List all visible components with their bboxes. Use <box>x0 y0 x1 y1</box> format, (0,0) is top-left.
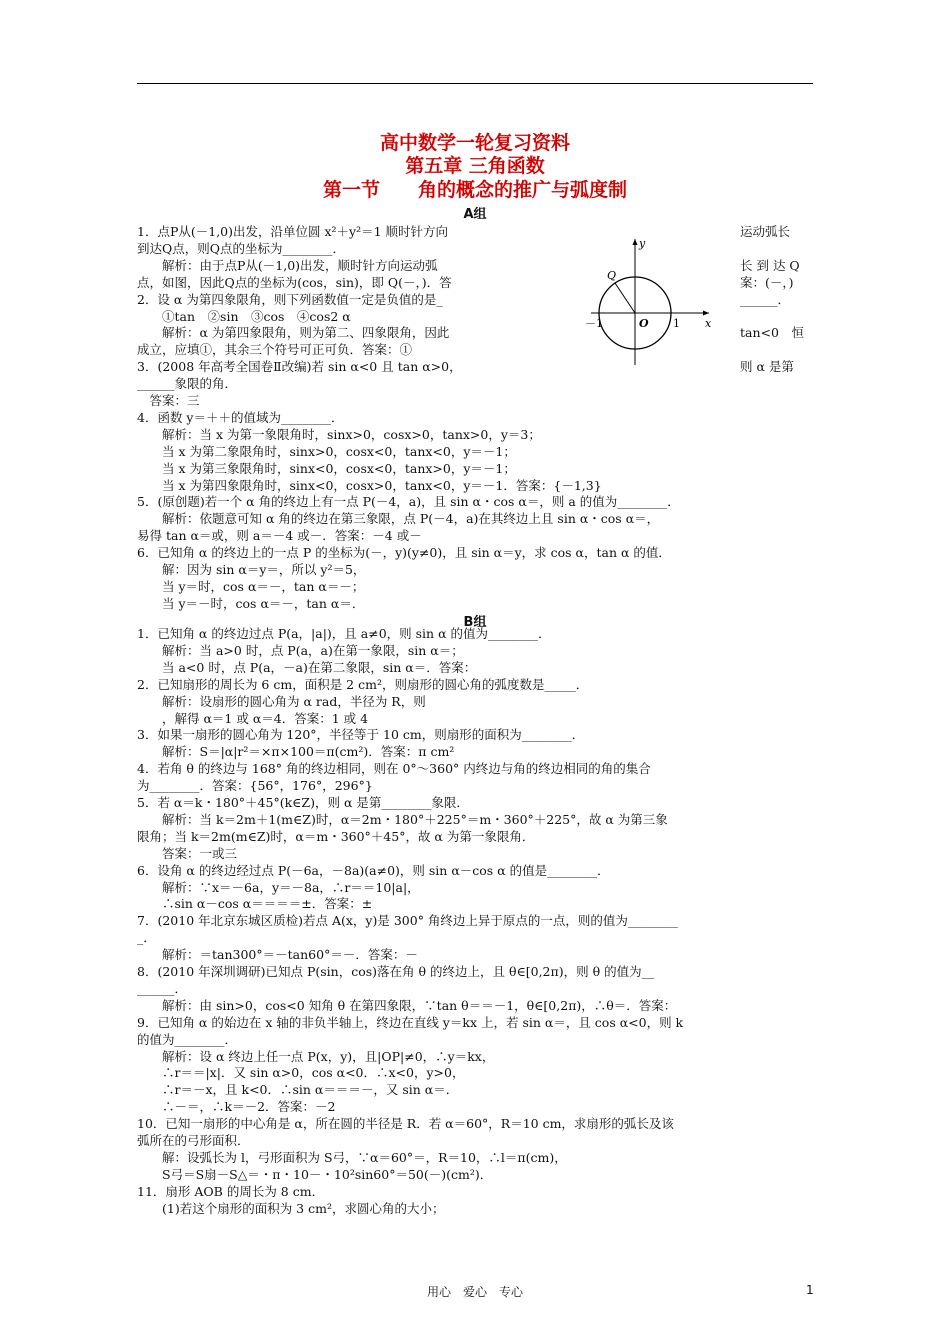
text-line: 答案：一或三 <box>137 845 238 861</box>
text-line: 3．(2008 年高考全国卷Ⅱ改编)若 sin α<0 且 tan α>0， <box>137 359 462 375</box>
text-line: 6．设角 α 的终边经过点 P(－6a，－8a)(a≠0)，则 sin α－cos α 的值是________． <box>137 862 610 878</box>
neg-one-label: －1 <box>585 317 603 330</box>
text-line: 点，如图，因此Q点的坐标为(cos，sin)，即 Q(－，)．答 <box>137 274 452 290</box>
text-line: 的值为________． <box>137 1031 238 1047</box>
text-line: 解析：由 sin>0，cos<0 知角 θ 在第四象限，∵tan θ＝＝－1，θ∈[0,2π)，∴θ＝．答案： <box>137 997 677 1013</box>
side-text-line: ______． <box>740 292 791 307</box>
side-text-line: 长 到 达 Q <box>740 258 800 273</box>
text-line: 当 a<0 时，点 P(a，－a)在第二象限，sin α＝．答案： <box>137 659 477 675</box>
footer-text: 用心 爱心 专心 <box>426 1285 523 1299</box>
text-line: 解析：＝tan300°＝－tan60°＝－．答案：－ <box>137 947 418 963</box>
text-line: 8．(2010 年深圳调研)已知点 P(sin，cos)落在角 θ 的终边上，且 θ∈[0,2π)，则 θ 的值为__ <box>137 964 655 979</box>
text-line: ∴r＝－x，且 k<0．∴sin α＝＝＝－，又 sin α＝． <box>137 1082 459 1098</box>
text-line: 到达Q点，则Q点的坐标为________． <box>137 240 345 256</box>
text-line: 成立，应填①，其余三个符号可正可负．答案：① <box>137 342 413 358</box>
text-line: 11．扇形 AOB 的周长为 8 cm． <box>137 1183 325 1199</box>
x-axis-arrow <box>703 311 709 316</box>
text-line: 10．已知一扇形的中心角是 α，所在圆的半径是 R．若 α＝60°，R＝10 cm，求扇形的弧长及该 <box>137 1116 674 1132</box>
doc-title: 高中数学一轮复习资料 <box>379 132 570 154</box>
text-line: 2．设 α 为第四象限角，则下列函数值一定是负值的是_ <box>137 291 443 307</box>
text-line: ______象限的角． <box>137 376 238 392</box>
text-line: 4．若角 θ 的终边与 168° 角的终边相同，则在 0°～360° 内终边与角的终边相同的角的集合 <box>137 761 651 777</box>
radius-oq <box>615 283 635 313</box>
side-text-line: 运动弧长 <box>740 224 791 239</box>
text-line: 解析：由于点P从(－1,0)出发，顺时针方向运动弧 <box>137 257 438 273</box>
text-line: ①tan ②sin ③cos ④cos2 α <box>137 308 351 324</box>
origin-label: O <box>639 317 649 330</box>
text-line: (1)若这个扇形的面积为 3 cm²，求圆心角的大小； <box>137 1200 445 1216</box>
text-line: 解：因为 sin α＝y＝，所以 y²＝5， <box>137 562 366 577</box>
page-number: 1 <box>806 1283 814 1297</box>
text-line: 弧所在的弓形面积． <box>137 1133 250 1148</box>
text-line: 限角；当 k＝2m(m∈Z)时，α＝m・360°＋45°，故 α 为第一象限角． <box>137 828 535 844</box>
text-line: ∴sin α－cos α＝＝＝＝±．答案：± <box>137 896 373 912</box>
text-line: 解析：当 a>0 时，点 P(a，a)在第一象限，sin α＝； <box>137 642 464 658</box>
text-line: 为________．答案：{56°，176°，296°} <box>137 778 373 794</box>
text-line: 当 y＝－时，cos α＝－，tan α＝． <box>137 595 365 611</box>
side-text-line: tan<0 恒 <box>740 325 804 340</box>
text-line: 解析：依题意可知 α 角的终边在第三象限，点 P(－4，a)在其终边上且 sin α・cos α＝， <box>137 511 660 527</box>
x-label: x <box>705 317 712 330</box>
chapter-title: 第五章 三角函数 <box>405 155 545 177</box>
text-line: ∴r＝＝|x|．又 sin α>0，cos α<0．∴x<0，y>0， <box>137 1065 465 1081</box>
one-label: 1 <box>673 317 680 330</box>
text-line: 1．已知角 α 的终边过点 P(a，|a|)，且 a≠0，则 sin α 的值为________． <box>137 626 551 641</box>
text-line: 4．函数 y＝＋＋的值域为________． <box>137 409 344 425</box>
text-line: ∴－＝，∴k＝－2．答案：－2 <box>137 1099 336 1115</box>
text-line: 2．已知扇形的周长为 6 cm，面积是 2 cm²，则扇形的圆心角的弧度数是_____． <box>137 676 589 692</box>
text-line: 6．已知角 α 的终边上的一点 P 的坐标为(－，y)(y≠0)，且 sin α＝y，求 cos α，tan α 的值． <box>137 545 671 561</box>
side-text-line: 则 α 是第 <box>740 359 794 374</box>
text-line: 易得 tan α＝或，则 a＝－4 或－．答案：－4 或－ <box>137 528 422 544</box>
text-line: 解析：设 α 终边上任一点 P(x，y)，且|OP|≠0，∴y＝kx， <box>137 1048 495 1064</box>
text-line: 5．若 α＝k・180°＋45°(k∈Z)，则 α 是第________象限． <box>137 795 469 810</box>
text-line: 解析：当 k＝2m＋1(m∈Z)时，α＝2m・180°＋225°＝m・360°＋225°，故 α 为第三象 <box>137 811 668 827</box>
text-line: _． <box>137 930 156 946</box>
text-line: 解析：α 为第四象限角，则为第二、四象限角，因此 <box>137 325 450 341</box>
text-line: 解析：设扇形的圆心角为 α rad，半径为 R，则 <box>137 693 426 709</box>
header-rule <box>137 83 813 84</box>
text-line: 当 x 为第二象限角时，sinx>0，cosx<0，tanx<0，y＝－1； <box>137 443 516 459</box>
text-line: 5．(原创题)若一个 α 角的终边上有一点 P(－4，a)，且 sin α・cos α＝，则 a 的值为________． <box>137 494 680 510</box>
y-label: y <box>639 237 646 250</box>
text-line: 3．如果一扇形的圆心角为 120°，半径等于 10 cm，则扇形的面积为________． <box>137 727 585 743</box>
side-text-line: 案：(－，) <box>740 275 794 290</box>
group-b-label: B组 <box>463 615 487 630</box>
text-line: 当 x 为第三象限角时，sinx<0，cosx<0，tanx>0，y＝－1； <box>137 460 516 476</box>
text-line: 当 y＝时，cos α＝－，tan α＝－； <box>137 578 365 594</box>
text-line: 解：设弧长为 l，弓形面积为 S弓，∵α＝60°＝，R＝10，∴l＝π(cm)， <box>137 1149 567 1165</box>
y-axis-arrow <box>633 239 638 245</box>
text-line: S弓＝S扇－S△＝・π・10－・10²sin60°＝50(－)(cm²)． <box>137 1166 493 1182</box>
text-line: 答案：三 <box>137 393 200 408</box>
text-line: 1．点P从(－1,0)出发，沿单位圆 x²＋y²＝1 顺时针方向 <box>137 224 449 239</box>
text-line: 当 x 为第四象限角时，sinx<0，cosx>0，tanx<0，y＝－1．答案：{－1,3} <box>137 477 602 493</box>
group-a-label: A组 <box>463 207 487 222</box>
text-line: 解析：S＝|α|r²＝×π×100＝π(cm²)．答案：π cm² <box>137 744 455 760</box>
section-title: 第一节 角的概念的推广与弧度制 <box>322 179 627 201</box>
text-line: ______． <box>137 980 188 996</box>
unit-circle-figure <box>585 235 715 370</box>
q-label: Q <box>607 269 617 282</box>
text-line: 7．(2010 年北京东城区质检)若点 A(x，y)是 300° 角终边上异于原点的一点，则的值为________ <box>137 913 678 929</box>
text-line: 解析：∵x＝－6a，y＝－8a，∴r＝＝10|a|， <box>137 879 420 895</box>
text-line: ，解得 α＝1 或 α＝4．答案：1 或 4 <box>137 710 369 726</box>
text-line: 9．已知角 α 的始边在 x 轴的非负半轴上，终边在直线 y＝kx 上，若 sin α＝，且 cos α<0，则 k <box>137 1014 684 1030</box>
text-line: 解析：当 x 为第一象限角时，sinx>0，cosx>0，tanx>0，y＝3； <box>137 426 541 442</box>
